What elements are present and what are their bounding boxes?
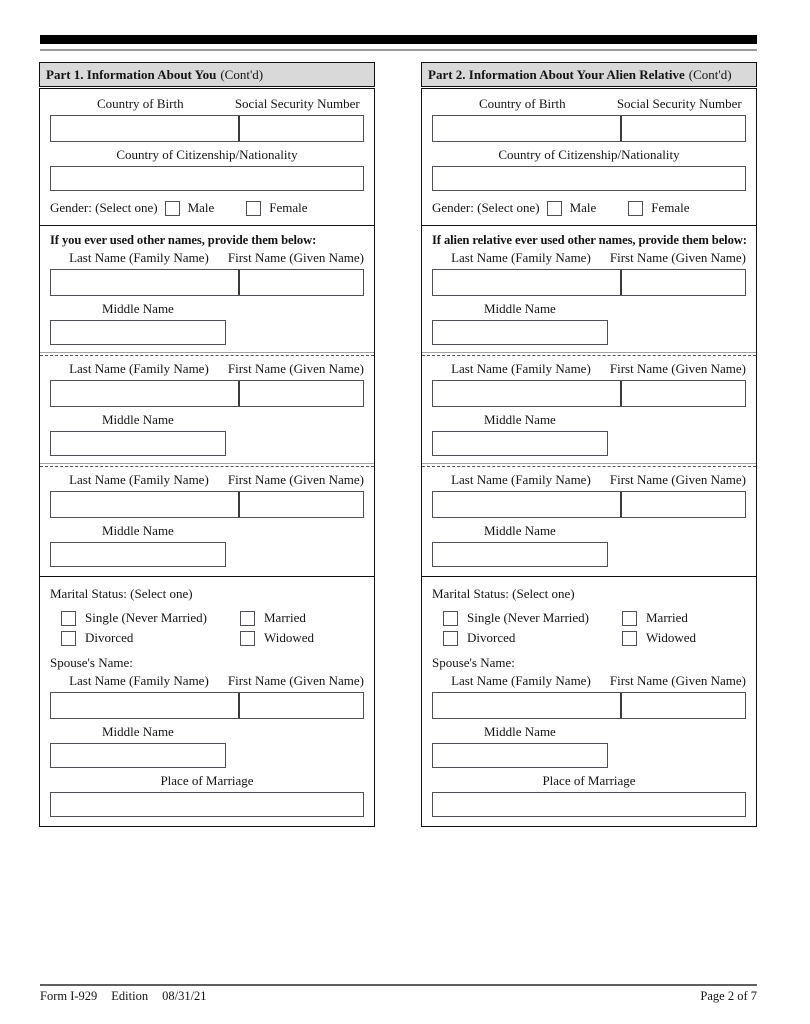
p2-other-name-2-middle-input[interactable] xyxy=(432,431,608,456)
last-name-label: Last Name (Family Name) xyxy=(69,472,209,487)
top-gray-rule xyxy=(40,49,757,51)
p2-country-of-birth-input[interactable] xyxy=(433,116,620,141)
p1-other-name-3-inputs xyxy=(50,491,364,518)
ssn-label: Social Security Number xyxy=(616,96,742,111)
p1-married-checkbox[interactable] xyxy=(240,611,255,626)
p2-other-name-1-last-input[interactable] xyxy=(433,270,620,295)
p2-other-name-3-middle-input[interactable] xyxy=(432,542,608,567)
part1-column xyxy=(39,62,375,827)
part1-other-names-section xyxy=(40,225,374,576)
p2-spouse-last-input[interactable] xyxy=(433,693,620,718)
p2-place-of-marriage-input[interactable] xyxy=(432,792,746,817)
first-name-label: First Name (Given Name) xyxy=(609,361,746,376)
p2-citizenship-input[interactable] xyxy=(432,166,746,191)
p2-divorced-checkbox[interactable] xyxy=(443,631,458,646)
p1-other-name-2-middle-input[interactable] xyxy=(50,431,226,456)
married-label: Married xyxy=(646,610,688,625)
country-of-birth-label: Country of Birth xyxy=(478,96,566,111)
p1-other-name-3-last-input[interactable] xyxy=(51,492,238,517)
part1-birth-section xyxy=(40,89,374,225)
last-name-label: Last Name (Family Name) xyxy=(451,673,591,688)
p1-other-names-header: If you ever used other names, provide them below: xyxy=(50,233,317,247)
middle-name-label: Middle Name xyxy=(483,523,556,538)
citizenship-label: Country of Citizenship/Nationality xyxy=(498,147,680,162)
p2-other-name-2-first-input[interactable] xyxy=(622,381,745,406)
part2-other-names-section xyxy=(422,225,756,576)
male-label: Male xyxy=(569,200,597,215)
part1-marital-section xyxy=(40,576,374,826)
dashed-divider xyxy=(422,352,756,356)
single-label: Single (Never Married) xyxy=(467,610,590,625)
part2-birth-section xyxy=(422,89,756,225)
country-of-birth-label: Country of Birth xyxy=(96,96,184,111)
spouses-name-label: Spouse's Name: xyxy=(432,655,515,670)
p1-female-checkbox[interactable] xyxy=(246,201,261,216)
first-name-label: First Name (Given Name) xyxy=(227,472,364,487)
part2-box xyxy=(421,88,757,827)
part2-contd: (Cont'd) xyxy=(688,67,732,82)
p1-other-name-entry-1 xyxy=(50,250,364,345)
p2-other-name-entry-2 xyxy=(432,361,746,456)
p1-spouse-middle-input[interactable] xyxy=(50,743,226,768)
last-name-label: Last Name (Family Name) xyxy=(69,673,209,688)
dashed-divider xyxy=(422,463,756,467)
middle-name-label: Middle Name xyxy=(483,301,556,316)
p1-other-name-2-last-input[interactable] xyxy=(51,381,238,406)
p1-widowed-checkbox[interactable] xyxy=(240,631,255,646)
part1-contd: (Cont'd) xyxy=(220,67,264,82)
place-of-marriage-label: Place of Marriage xyxy=(542,773,636,788)
first-name-label: First Name (Given Name) xyxy=(609,673,746,688)
last-name-label: Last Name (Family Name) xyxy=(451,361,591,376)
female-label: Female xyxy=(269,200,308,215)
last-name-label: Last Name (Family Name) xyxy=(451,250,591,265)
marital-status-label: Marital Status: (Select one) xyxy=(432,586,575,601)
edition-label: Edition xyxy=(111,989,149,1003)
p2-ssn-input[interactable] xyxy=(622,116,745,141)
citizenship-label: Country of Citizenship/Nationality xyxy=(116,147,298,162)
p2-birth-ssn-inputs xyxy=(432,115,746,142)
middle-name-label: Middle Name xyxy=(101,412,174,427)
place-of-marriage-label: Place of Marriage xyxy=(160,773,254,788)
p2-female-checkbox[interactable] xyxy=(628,201,643,216)
part2-column xyxy=(421,62,757,827)
p2-widowed-checkbox[interactable] xyxy=(622,631,637,646)
p2-other-name-1-first-input[interactable] xyxy=(622,270,745,295)
footer-form-info xyxy=(40,989,221,1004)
middle-name-label: Middle Name xyxy=(101,301,174,316)
p1-other-name-3-middle-input[interactable] xyxy=(50,542,226,567)
part1-title: Part 1. Information About You xyxy=(46,67,217,82)
p2-other-name-3-first-input[interactable] xyxy=(622,492,745,517)
p2-married-checkbox[interactable] xyxy=(622,611,637,626)
divorced-label: Divorced xyxy=(467,630,516,645)
p2-other-name-3-inputs xyxy=(432,491,746,518)
ssn-label: Social Security Number xyxy=(234,96,360,111)
p1-divorced-checkbox[interactable] xyxy=(61,631,76,646)
top-black-bar xyxy=(40,35,757,44)
widowed-label: Widowed xyxy=(646,630,697,645)
last-name-label: Last Name (Family Name) xyxy=(451,472,591,487)
page-footer xyxy=(40,984,757,1004)
p1-spouse-first-input[interactable] xyxy=(240,693,363,718)
first-name-label: First Name (Given Name) xyxy=(609,472,746,487)
p1-gender-row xyxy=(50,200,364,216)
p2-other-name-3-last-input[interactable] xyxy=(433,492,620,517)
p2-other-name-entry-3 xyxy=(432,472,746,567)
first-name-label: First Name (Given Name) xyxy=(227,361,364,376)
p2-spouse-name-inputs xyxy=(432,692,746,719)
p1-place-of-marriage-input[interactable] xyxy=(50,792,364,817)
middle-name-label: Middle Name xyxy=(101,523,174,538)
p1-single-checkbox[interactable] xyxy=(61,611,76,626)
p1-other-name-entry-2 xyxy=(50,361,364,456)
form-number: Form I-929 xyxy=(40,989,98,1003)
dashed-divider xyxy=(40,352,374,356)
gender-label: Gender: (Select one) xyxy=(432,200,540,215)
p2-other-name-entry-1 xyxy=(432,250,746,345)
gender-label: Gender: (Select one) xyxy=(50,200,158,215)
male-label: Male xyxy=(187,200,215,215)
p2-gender-row xyxy=(432,200,746,216)
part1-header xyxy=(39,62,375,87)
p2-single-checkbox[interactable] xyxy=(443,611,458,626)
marital-status-label: Marital Status: (Select one) xyxy=(50,586,193,601)
middle-name-label: Middle Name xyxy=(483,412,556,427)
p1-other-name-2-inputs xyxy=(50,380,364,407)
first-name-label: First Name (Given Name) xyxy=(609,250,746,265)
p1-country-of-birth-input[interactable] xyxy=(51,116,238,141)
last-name-label: Last Name (Family Name) xyxy=(69,250,209,265)
p1-birth-ssn-inputs xyxy=(50,115,364,142)
p1-other-name-1-last-input[interactable] xyxy=(51,270,238,295)
p2-other-name-2-last-input[interactable] xyxy=(433,381,620,406)
p1-other-name-2-first-input[interactable] xyxy=(240,381,363,406)
p2-other-name-2-inputs xyxy=(432,380,746,407)
edition-date: 08/31/21 xyxy=(162,989,207,1003)
p1-citizenship-input[interactable] xyxy=(50,166,364,191)
middle-name-label: Middle Name xyxy=(483,724,556,739)
part2-title: Part 2. Information About Your Alien Relative xyxy=(428,67,685,82)
first-name-label: First Name (Given Name) xyxy=(227,673,364,688)
part1-box xyxy=(39,88,375,827)
p2-male-checkbox[interactable] xyxy=(547,201,562,216)
p2-spouse-middle-input[interactable] xyxy=(432,743,608,768)
middle-name-label: Middle Name xyxy=(101,724,174,739)
spouses-name-label: Spouse's Name: xyxy=(50,655,133,670)
last-name-label: Last Name (Family Name) xyxy=(69,361,209,376)
p1-other-name-1-middle-input[interactable] xyxy=(50,320,226,345)
p1-other-name-1-first-input[interactable] xyxy=(240,270,363,295)
p1-spouse-last-input[interactable] xyxy=(51,693,238,718)
widowed-label: Widowed xyxy=(264,630,315,645)
p2-other-name-1-middle-input[interactable] xyxy=(432,320,608,345)
p1-other-name-3-first-input[interactable] xyxy=(240,492,363,517)
p2-spouse-first-input[interactable] xyxy=(622,693,745,718)
p1-male-checkbox[interactable] xyxy=(165,201,180,216)
p2-other-name-1-inputs xyxy=(432,269,746,296)
p1-other-name-entry-3 xyxy=(50,472,364,567)
single-label: Single (Never Married) xyxy=(85,610,208,625)
p2-other-names-header: If alien relative ever used other names, provide them below: xyxy=(432,233,747,247)
part2-marital-section xyxy=(422,576,756,826)
female-label: Female xyxy=(651,200,690,215)
married-label: Married xyxy=(264,610,306,625)
dashed-divider xyxy=(40,463,374,467)
p1-ssn-input[interactable] xyxy=(240,116,363,141)
first-name-label: First Name (Given Name) xyxy=(227,250,364,265)
part2-header xyxy=(421,62,757,87)
page-indicator: Page 2 of 7 xyxy=(700,989,757,1003)
p1-spouse-name-inputs xyxy=(50,692,364,719)
divorced-label: Divorced xyxy=(85,630,134,645)
p1-other-name-1-inputs xyxy=(50,269,364,296)
footer-rule xyxy=(40,984,757,986)
